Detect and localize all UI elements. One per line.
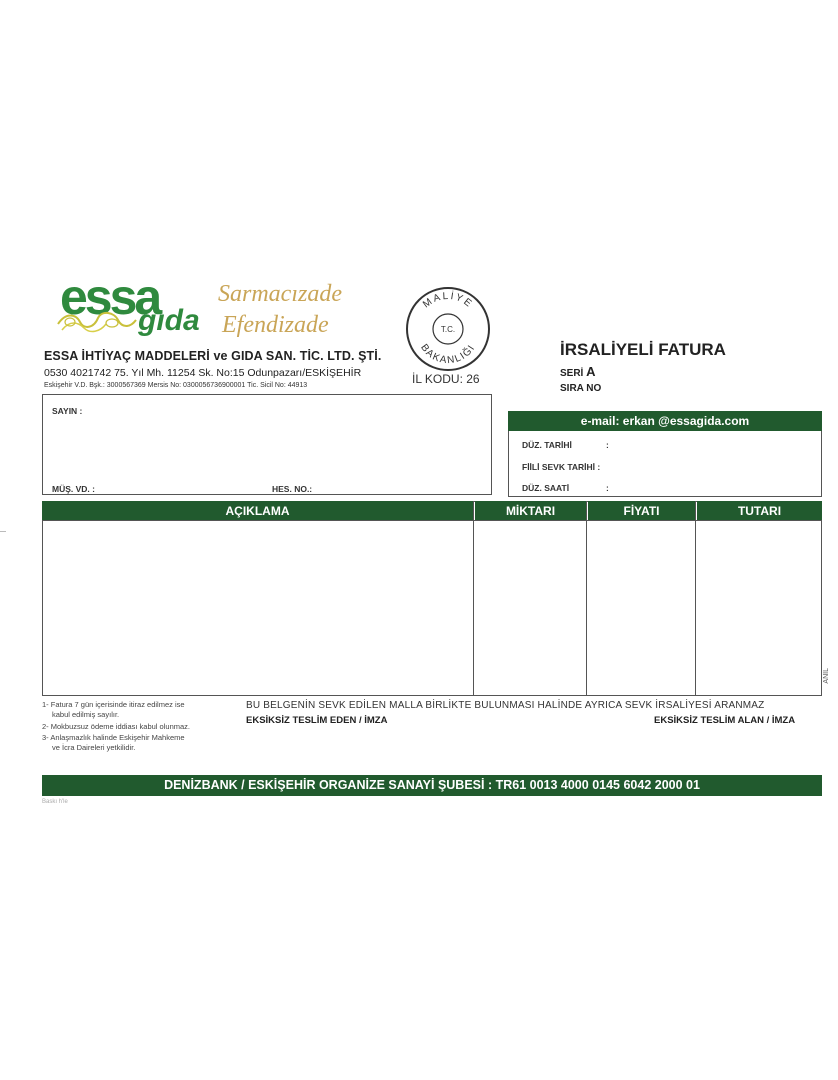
stamp-top-text: MALİYE — [421, 290, 475, 311]
duz-saati-label: DÜZ. SAATİ — [522, 483, 570, 493]
note-line: ve İcra Daireleri yetkilidir. — [52, 743, 136, 752]
duz-saati-colon: : — [606, 483, 609, 493]
email-bar: e-mail: erkan @essagida.com — [508, 411, 822, 431]
note-line: kabul edilmiş sayılır. — [52, 710, 120, 719]
seri-label: SERİ — [560, 368, 584, 379]
stamp-center-text: T.C. — [440, 325, 456, 334]
logo-essa: essa — [60, 269, 160, 325]
company-address: 0530 4021742 75. Yıl Mh. 11254 Sk. No:15 Odunpazarı/ESKİŞEHİR — [44, 367, 362, 379]
logo-gida: gıda — [138, 304, 200, 337]
bank-info-bar: DENİZBANK / ESKİŞEHİR ORGANİZE SANAYİ ŞUBESİ : TR61 0013 4000 0145 6042 2000 01 — [42, 775, 822, 796]
fold-mark — [0, 531, 6, 532]
header-divider — [42, 520, 822, 521]
items-table — [42, 501, 822, 696]
mus-vd-label: MÜŞ. VD. : — [52, 484, 95, 494]
column-divider — [473, 501, 474, 696]
seri-row — [560, 364, 596, 379]
column-divider — [586, 501, 587, 696]
delivery-notice: BU BELGENİN SEVK EDİLEN MALLA BİRLİKTE BULUNMASI HALİNDE AYRICA SEVK İRSALİYESİ ARANMAZ — [246, 700, 765, 711]
column-header-fiyati: FİYATI — [588, 501, 695, 521]
column-divider — [695, 501, 696, 696]
company-tax-line: Eskişehir V.D. Bşk.: 3000567369 Mersis No: 0300056736900001 Tic. Sicil No: 44913 — [44, 382, 308, 389]
sayin-label: SAYIN : — [52, 406, 83, 416]
il-kodu: İL KODU: 26 — [412, 372, 480, 386]
logo-swirl-icon — [56, 306, 138, 336]
customer-box — [42, 394, 492, 495]
brand-efendizade: Efendizade — [222, 312, 329, 338]
stamp-bottom-text: BAKANLIĞI — [418, 342, 478, 367]
column-header-tutari: TUTARI — [697, 501, 822, 521]
sign-received-by: EKSİKSİZ TESLİM ALAN / İMZA — [654, 715, 796, 726]
note-line: 2- Mokbuzsuz ödeme iddiası kabul olunmaz. — [42, 722, 190, 731]
column-header-miktari: MİKTARI — [475, 501, 586, 521]
hes-no-label: HES. NO.: — [272, 484, 313, 494]
printer-side-mark: ANIL — [823, 668, 830, 684]
duz-tarihi-colon: : — [606, 440, 609, 450]
svg-text:BAKANLIĞI — [418, 342, 478, 366]
invoice-title: İRSALİYELİ FATURA — [560, 340, 726, 359]
column-header-aciklama: AÇIKLAMA — [42, 501, 473, 521]
fiili-sevk-label: FİİLİ SEVK TARİHİ : — [522, 462, 601, 472]
sign-delivered-by: EKSİKSİZ TESLİM EDEN / İMZA — [246, 715, 388, 726]
company-name: ESSA İHTİYAÇ MADDELERİ ve GIDA SAN. TİC. LTD. ŞTİ. — [44, 349, 382, 363]
duz-tarihi-label: DÜZ. TARİHİ — [522, 440, 572, 450]
printer-mark: Baskı h'le — [42, 799, 68, 805]
note-line: 1- Fatura 7 gün içerisinde itiraz edilmez ise — [42, 700, 185, 709]
ministry-stamp-icon — [405, 286, 491, 372]
seri-value: A — [586, 364, 596, 379]
brand-sarmacizade: Sarmacızade — [218, 281, 342, 307]
sira-no-label: SIRA NO — [560, 383, 602, 394]
note-line: 3- Anlaşmazlık halinde Eskişehir Mahkeme — [42, 733, 185, 742]
